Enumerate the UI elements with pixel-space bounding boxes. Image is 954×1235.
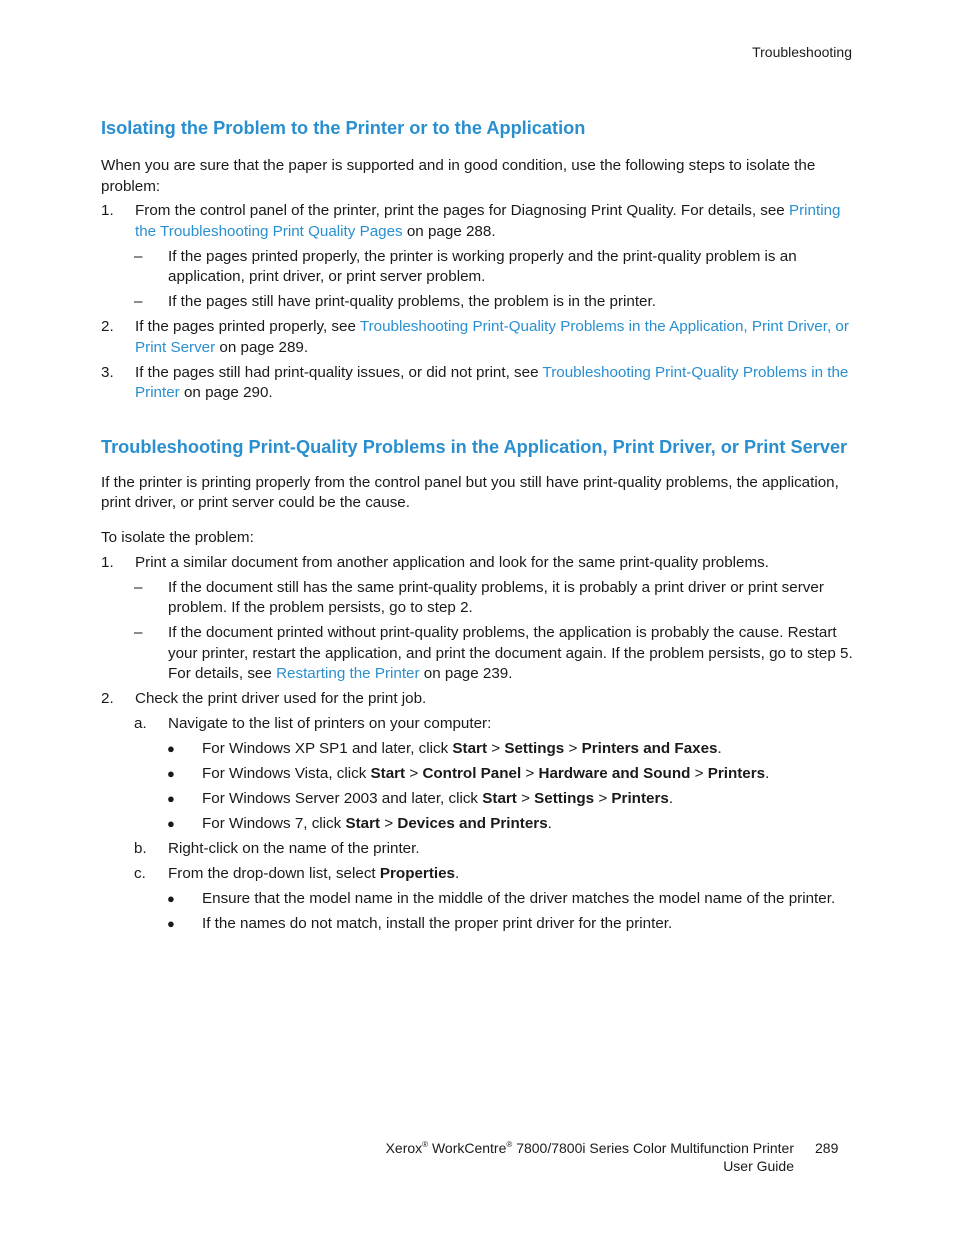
step-number: 2. — [101, 690, 114, 707]
step-2 — [101, 689, 854, 710]
step-text: From the control panel of the printer, print the pages for Diagnosing Print Quality. For details, see — [135, 202, 789, 219]
bullet-windows-server: ● For Windows Server 2003 and later, click Start > Settings > Printers. — [101, 789, 854, 810]
link-problems-in-printer[interactable]: Troubleshooting Print-Quality Problems in the Printer — [135, 363, 849, 401]
bullet-model-name — [101, 889, 854, 910]
substep-c: c. From the drop-down list, select Properties. — [101, 864, 854, 885]
footer-brand: Xerox — [385, 1140, 423, 1156]
step-text: Print a similar document from another application and look for the same print-quality problems. — [135, 553, 769, 571]
dash-marker: – — [134, 624, 143, 641]
menu-path-start: Start — [452, 740, 488, 757]
intro-paragraph: When you are sure that the paper is supported and in good condition, use the following steps to isolate the problem: — [101, 157, 816, 195]
bullet-text: Ensure that the model name in the middle of the driver matches the model name of the printer. — [202, 890, 836, 907]
step-1-sub-1 — [101, 578, 854, 619]
bullet-install-driver — [101, 914, 854, 935]
substep-text: From the drop-down list, select — [168, 865, 380, 882]
step-number: 2. — [101, 318, 114, 335]
step-number: 1. — [101, 553, 114, 571]
sub-text-after: on page 239. — [419, 665, 513, 682]
step-text-after: on page 288. — [402, 222, 496, 240]
page-number: 289 — [815, 1140, 839, 1156]
menu-path-printers: Printers — [611, 790, 669, 807]
sub-text: If the pages still have print-quality problems, the problem is in the printer. — [168, 293, 656, 310]
bullet-text: For Windows Vista, click — [202, 765, 371, 782]
menu-path-devices-printers: Devices and Printers — [397, 815, 548, 832]
step-1 — [101, 201, 854, 242]
bullet-marker: ● — [167, 741, 175, 756]
footer-product-line — [386, 1140, 794, 1158]
bullet-windows-vista: ● For Windows Vista, click Start > Control Panel > Hardware and Sound > Printers. — [101, 764, 854, 785]
bullet-windows-xp: ● For Windows XP SP1 and later, click Start > Settings > Printers and Faxes. — [101, 739, 854, 760]
footer-guide: User Guide — [723, 1157, 794, 1174]
dash-marker: – — [134, 247, 143, 265]
substep-text: Navigate to the list of printers on your computer: — [168, 715, 492, 732]
dash-marker: – — [134, 578, 143, 596]
page-content — [101, 116, 854, 935]
menu-path-printers: Printers — [707, 765, 766, 782]
menu-path-settings: Settings — [504, 740, 565, 757]
substep-letter: a. — [134, 715, 147, 732]
step-1 — [101, 553, 854, 574]
step-2 — [101, 317, 854, 358]
bullet-marker: ● — [167, 816, 175, 831]
substep-b — [101, 839, 854, 860]
bullet-marker: ● — [167, 791, 175, 806]
bullet-text: If the names do not match, install the proper print driver for the printer. — [202, 915, 673, 932]
step-1-sub-2 — [101, 623, 854, 685]
dash-marker: – — [134, 293, 143, 310]
bullet-text: For Windows 7, click — [202, 815, 346, 832]
step-text: If the pages printed properly, see — [135, 318, 360, 335]
intro-paragraph: If the printer is printing properly from the control panel but you still have print-quality problems, the application, print driver, or print server could be the cause. — [101, 473, 839, 511]
registered-mark: ® — [422, 1140, 429, 1149]
link-restarting-printer[interactable]: Restarting the Printer — [276, 665, 420, 682]
substep-text: Right-click on the name of the printer. — [168, 840, 420, 857]
bullet-windows-7: ● For Windows 7, click Start > Devices and Printers. — [101, 814, 854, 835]
step-text: If the pages still had print-quality issues, or did not print, see — [135, 363, 543, 381]
bullet-marker: ● — [167, 916, 175, 931]
section-heading-app-driver-server: Troubleshooting Print-Quality Problems in the Application, Print Driver, or Print Server — [101, 436, 848, 457]
substep-a — [101, 714, 854, 735]
link-print-quality-pages[interactable]: Printing the Troubleshooting Print Quality Pages — [135, 202, 841, 240]
footer — [386, 1140, 794, 1175]
menu-path-start: Start — [345, 815, 381, 832]
step-text: Check the print driver used for the print job. — [135, 690, 427, 707]
step-1-sub-2 — [101, 292, 854, 313]
menu-path-control-panel: Control Panel — [422, 765, 522, 782]
running-header: Troubleshooting — [752, 44, 852, 60]
bullet-marker: ● — [167, 766, 175, 781]
menu-path-start: Start — [370, 765, 406, 782]
footer-product: WorkCentre — [431, 1140, 507, 1156]
section-heading-isolating: Isolating the Problem to the Printer or to the Application — [101, 118, 586, 138]
menu-path-printers-faxes: Printers and Faxes — [581, 740, 718, 757]
substep-letter: c. — [134, 865, 146, 882]
step-text-after: on page 290. — [179, 384, 273, 401]
registered-mark: ® — [506, 1140, 513, 1149]
step-3 — [101, 363, 854, 404]
sub-text: If the pages printed properly, the printer is working properly and the print-quality problem is an application, print driver, or print server problem. — [168, 247, 797, 285]
menu-path-start: Start — [482, 790, 517, 807]
step-1-sub-1 — [101, 247, 854, 288]
bullet-text: For Windows XP SP1 and later, click — [202, 740, 453, 757]
link-app-driver-server[interactable]: Troubleshooting Print-Quality Problems in the Application, Print Driver, or Print Server — [135, 318, 849, 356]
lead-paragraph: To isolate the problem: — [101, 528, 254, 546]
sub-text: If the document still has the same print-quality problems, it is probably a print driver or print server problem. If the problem persists, go to step 2. — [168, 578, 824, 616]
sub-text: If the document printed without print-quality problems, the application is probably the cause. Restart your printer, restart the application, and print the document again. If the problem persists, go to step 5. For details, see — [168, 624, 853, 682]
footer-model: 7800/7800i Series Color Multifunction Printer — [516, 1140, 794, 1156]
bullet-marker: ● — [167, 891, 175, 906]
menu-path-settings: Settings — [534, 790, 595, 807]
menu-path-properties: Properties — [379, 865, 455, 882]
bullet-text: For Windows Server 2003 and later, click — [202, 790, 483, 807]
menu-path-hardware-sound: Hardware and Sound — [538, 765, 691, 782]
substep-letter: b. — [134, 840, 147, 857]
step-number: 1. — [101, 202, 114, 219]
step-number: 3. — [101, 363, 114, 381]
step-text-after: on page 289. — [215, 338, 309, 356]
